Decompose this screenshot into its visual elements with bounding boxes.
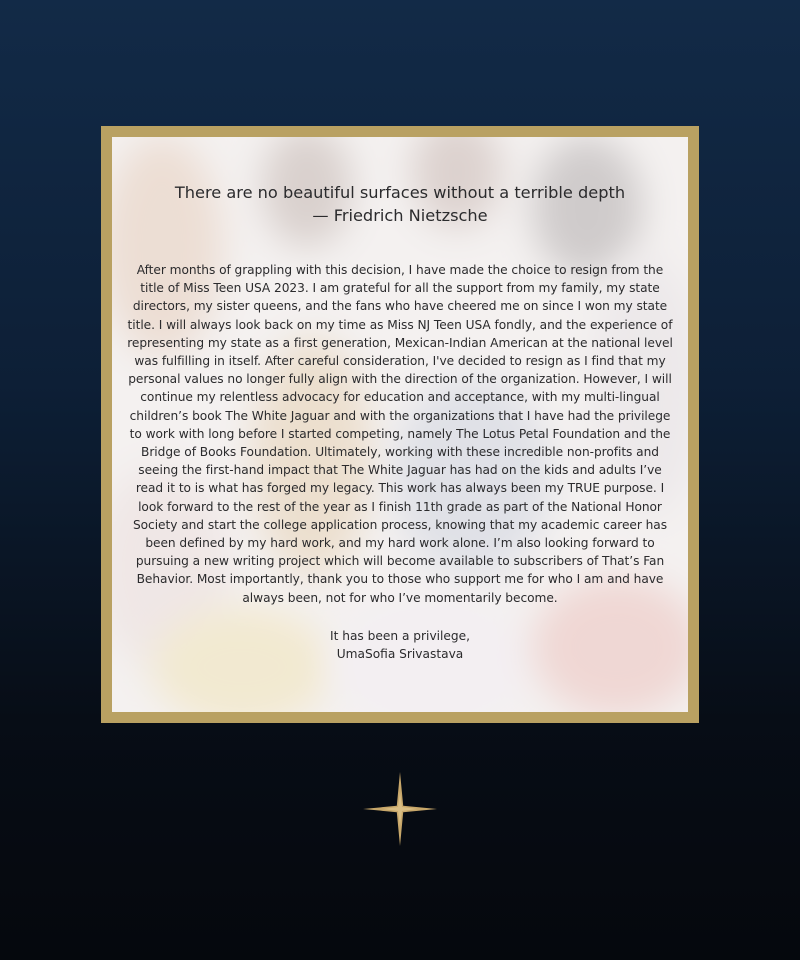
resignation-letter — [112, 137, 688, 712]
statement-card — [101, 126, 699, 723]
sparkle-star-icon — [363, 772, 437, 846]
quote-line: There are no beautiful surfaces without a terrible depth — [174, 183, 626, 202]
quote-author: — Friedrich Nietzsche — [312, 206, 488, 225]
signature: UmaSofia Srivastava — [336, 647, 464, 662]
letter-body: After months of grappling with this decision, I have made the choice to resign from the title of Miss Teen USA 2023. I am grateful for all the support from my family, my state directors, my sister queens, and the fans who have cheered me on since I won my state title. I will always look back on my time as Miss NJ Teen USA fondly, and the experience of representing my state as a first generation, Mexican-Indian American at the national level was fulfilling in itself. After careful consideration, I've decided to resign as I find that my personal values no longer fully align with the direction of the organization. However, I will continue my relentless advocacy for education and acceptance, with my multi-lingual children’s book The White Jaguar and with the organizations that I have had the privilege to work with long before I started competing, namely The Lotus Petal Foundation and the Bridge of Books Foundation. Ultimately, working with these incredible non-profits and seeing the first-hand impact that The White Jaguar has had on the kids and adults I’ve read it to is what has forged my legacy. This work has always been my TRUE purpose. I look forward to the rest of the year as I finish 11th grade as part of the National Honor Society and start the college application process, knowing that my academic career has been defined by my hard work, and my hard work alone. I’m also looking forward to pursuing a new writing project which will become available to subscribers of That’s Fan Behavior. Most importantly, thank you to those who support me for who I am and have always been, not for who I’ve momentarily become. — [127, 263, 673, 605]
closing-line: It has been a privilege, — [329, 628, 471, 643]
nietzsche-quote — [124, 181, 676, 227]
signoff — [124, 627, 676, 663]
